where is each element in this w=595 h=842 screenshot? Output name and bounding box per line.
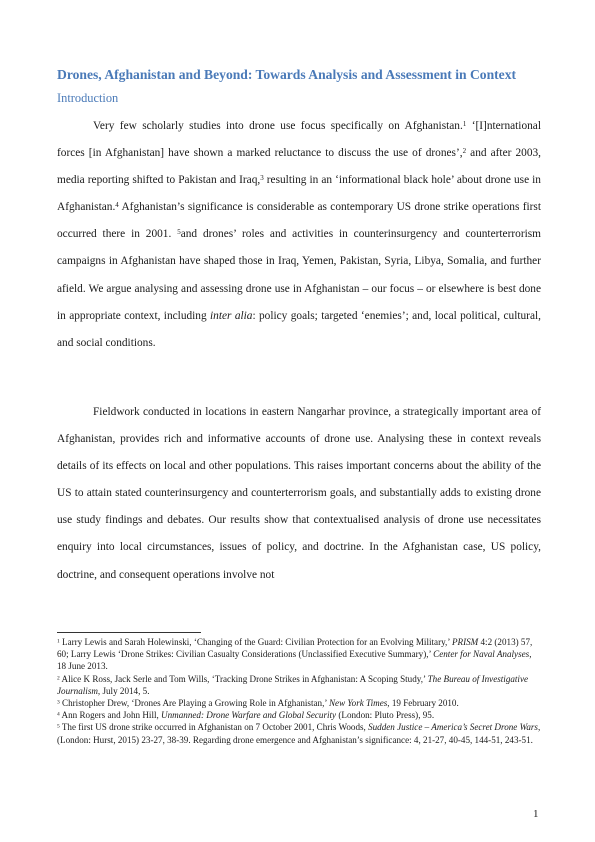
- footnote-1: [57, 636, 541, 673]
- paragraph-text: and drones’ roles and activities in counterinsurgency and counterterrorism campaigns in Afghanistan have shaped those in Iraq, Yemen, Pakistan, Syria, Libya, Somalia, and further afield. We argue analysing and assessing drone use in Afghanistan – our focus – or elsewhere is best done in appropriate context, including: [57, 228, 541, 322]
- body-paragraph-1: [57, 113, 541, 357]
- footnote-italic: Center for Naval Analyses,: [433, 649, 532, 660]
- footnote-ref-2[interactable]: 2: [462, 146, 467, 155]
- page-number: 1: [533, 808, 539, 820]
- footnote-number: 4: [57, 711, 60, 718]
- footnote-2: [57, 673, 541, 697]
- footnote-italic: Unmanned: Drone Warfare and Global Security: [161, 710, 337, 721]
- footnote-italic: Sudden Justice – America’s Secret Drone Wars,: [368, 722, 541, 733]
- paragraph-text: ‘[I]nternational forces [in Afghanistan] have shown a marked reluctance to discuss the use of drones’,: [57, 120, 541, 160]
- paper-title: Drones, Afghanistan and Beyond: Towards Analysis and Assessment in Context: [57, 67, 517, 82]
- paragraph-text: : policy goals; targeted ‘enemies’; and, local political, cultural, and social conditions.: [57, 309, 541, 349]
- footnote-text: The first US drone strike occurred in Afghanistan on 7 October 2001, Chris Woods,: [59, 722, 369, 733]
- paragraph-text: Fieldwork conducted in locations in eastern Nangarhar province, a strategically important area of Afghanistan, provides rich and informative accounts of drone use. Analysing these in context reveals details of its effects on local and other populations. This raises important concerns about the ability of the US to attain stated counterinsurgency and counterterrorism goals, and substantially adds to existing drone use study findings and debates. Our results show that contextualised analysis of drone use necessitates enquiry into local circumstances, issues of policy, and doctrine. In the Afghanistan case, US policy, doctrine, and consequent operations involve not: [57, 406, 541, 581]
- footnote-italic: The Bureau of Investigative Journalism,: [57, 673, 529, 696]
- footnote-text: 18 June 2013.: [57, 661, 108, 672]
- footnote-ref-5[interactable]: 5: [177, 228, 181, 237]
- footnote-text: Larry Lewis and Sarah Holewinski, ‘Changing of the Guard: Civilian Protection for an Evolving Military,’: [59, 637, 452, 647]
- footnote-3: [57, 697, 541, 709]
- footnote-number: 3: [57, 699, 60, 706]
- footnotes: [57, 636, 541, 746]
- footnote-separator: [57, 632, 201, 633]
- footnote-text: July 2014, 5.: [100, 685, 150, 696]
- footnote-ref-3[interactable]: 3: [260, 174, 264, 183]
- footnote-text: (London: Pluto Press), 95.: [336, 710, 435, 721]
- section-heading: Introduction: [57, 91, 119, 105]
- footnote-number: 2: [57, 674, 60, 681]
- footnote-5: [57, 721, 541, 745]
- footnote-italic: New York Times: [328, 698, 388, 709]
- footnote-text: 4:2 (2013) 57, 60; Larry Lewis ‘Drone Strikes: Civilian Casualty Considerations (Unclassified Executive Summary),’: [57, 637, 533, 660]
- footnote-text: Alice K Ross, Jack Serle and Tom Wills, ‘Tracking Drone Strikes in Afghanistan: A Scoping Study,’: [59, 673, 428, 684]
- footnote-ref-4[interactable]: 4: [115, 201, 119, 210]
- footnote-text: Christopher Drew, ‘Drones Are Playing a Growing Role in Afghanistan,’: [59, 698, 329, 709]
- footnote-text: Ann Rogers and John Hill,: [59, 710, 162, 721]
- body-paragraph-2: [57, 399, 541, 589]
- footnote-number: 1: [57, 638, 60, 645]
- paragraph-text: Afghanistan’s significance is considerable as contemporary US drone strike operations first occurred there in 2001.: [57, 201, 541, 241]
- footnote-number: 5: [57, 723, 60, 730]
- footnote-ref-1[interactable]: 1: [462, 119, 467, 128]
- italic-text: inter alia: [210, 309, 253, 322]
- footnote-text: , 19 February 2010.: [387, 698, 459, 709]
- footnote-italic: PRISM: [451, 637, 479, 647]
- footnote-4: [57, 709, 541, 721]
- paragraph-text: and after 2003, media reporting shifted to Pakistan and Iraq,: [57, 147, 542, 187]
- footnote-text: (London: Hurst, 2015) 23-27, 38-39. Regarding drone emergence and Afghanistan’s significance: 4, 21-27, 40-45, 144-51, 243-51.: [57, 734, 533, 745]
- paragraph-text: Very few scholarly studies into drone use focus specifically on Afghanistan.: [93, 120, 463, 132]
- paragraph-text: resulting in an ‘informational black hole’ about drone use in Afghanistan.: [57, 174, 541, 214]
